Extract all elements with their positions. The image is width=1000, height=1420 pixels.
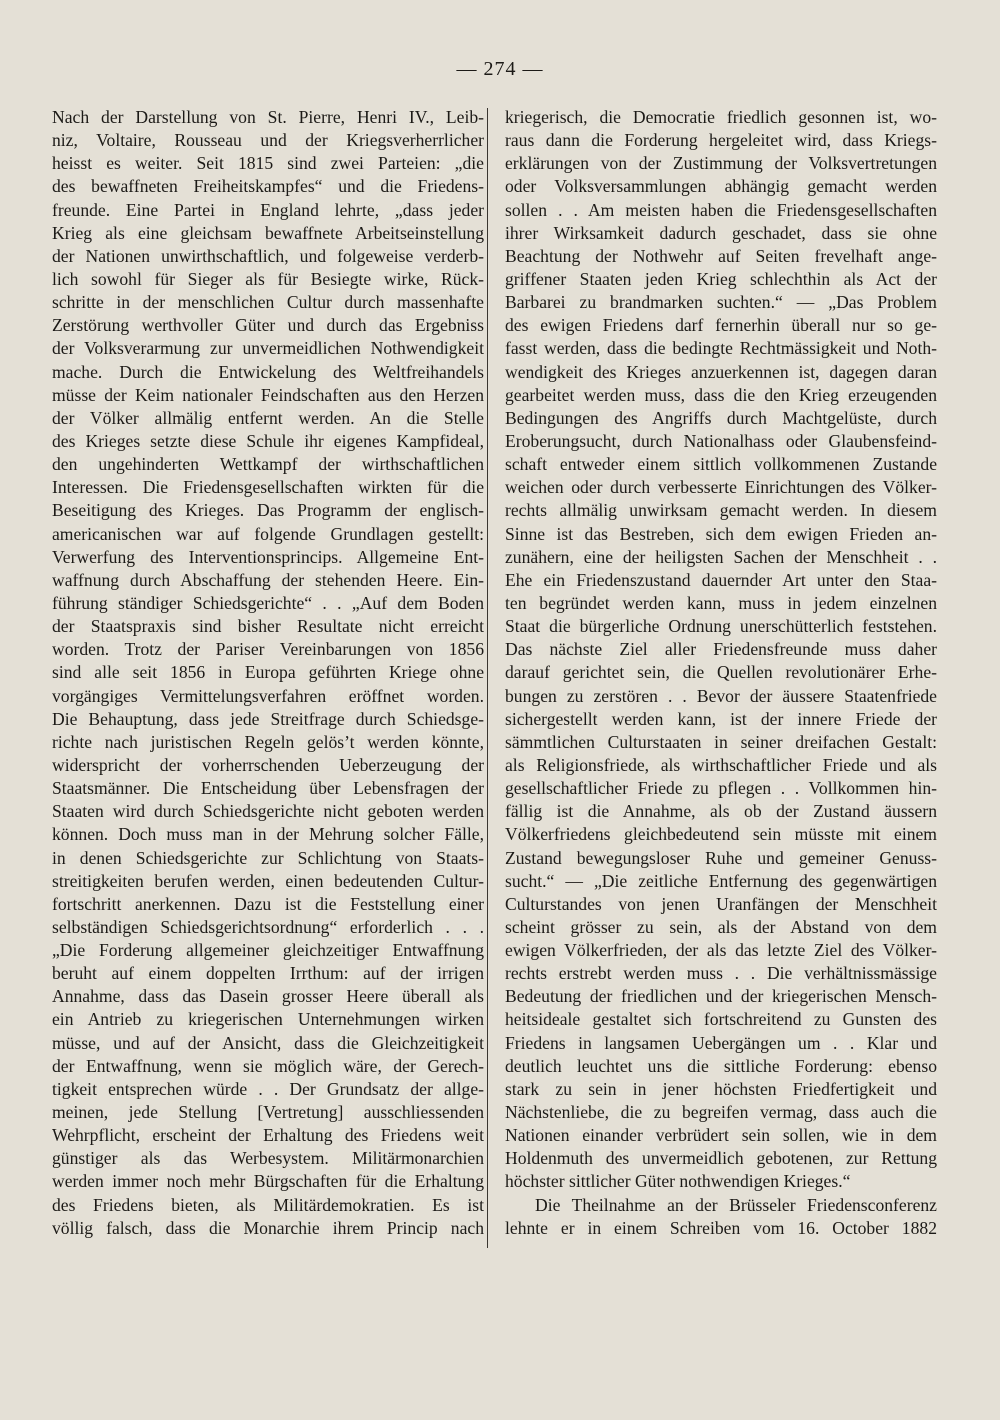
- text-line: „Die Forderung allgemeiner gleichzeitiger Entwaffnung: [52, 940, 484, 961]
- text-line: Eroberungsucht, durch Nationalhass oder Glaubensfeind-: [505, 430, 937, 451]
- text-line: Die Theilnahme an der Brüsseler Friedensconferenz: [535, 1194, 937, 1215]
- text-line: erklärungen von der Zustimmung der Volksvertretungen: [505, 153, 937, 174]
- text-line: Ehe ein Friedenszustand dauernder Art unter den Staa-: [505, 569, 937, 590]
- text-line: Bedeutung der friedlichen und der kriegerischen Mensch-: [505, 986, 937, 1007]
- text-line: heitsideale gestaltet sich fortschreitend zu Gunsten des: [505, 1009, 937, 1030]
- text-line: Staat die bürgerliche Ordnung unerschütterlich feststehen.: [505, 616, 937, 637]
- text-line: als Religionsfriede, als wirthschaftlicher Friede und als: [505, 754, 937, 775]
- text-line: ein Antrieb zu kriegerischen Unternehmungen wirken: [52, 1009, 484, 1030]
- text-line: günstiger als das Werbesystem. Militärmonarchien: [52, 1148, 484, 1169]
- text-line: waffnung durch Abschaffung der stehenden Heere. Ein-: [52, 569, 484, 590]
- text-line: richte nach juristischen Regeln gelös’t werden könnte,: [52, 731, 484, 752]
- text-line: des Friedens bieten, als Militärdemokratien. Es ist: [52, 1194, 484, 1215]
- text-line: sind alle seit 1856 in Europa geführten Kriege ohne: [52, 662, 484, 683]
- text-line: können. Doch muss man in der Mehrung solcher Fälle,: [52, 824, 484, 845]
- text-line: zunähern, eine der heiligsten Sachen der Menschheit . .: [505, 546, 937, 567]
- text-line: sucht.“ — „Die zeitliche Entfernung des gegenwärtigen: [505, 870, 937, 891]
- text-line: Culturstandes von jenen Uranfängen der Menschheit: [505, 893, 937, 914]
- text-line: Staatsmänner. Die Entscheidung über Lebensfragen der: [52, 778, 484, 799]
- text-line: niz, Voltaire, Rousseau und der Kriegsverherrlicher: [52, 130, 484, 151]
- text-line: scheint grösser zu sein, als der Abstand von dem: [505, 916, 937, 937]
- text-line: werden immer noch mehr Bürgschaften für die Erhaltung: [52, 1171, 484, 1192]
- text-line: müsse der Keim nationaler Feindschaften aus den Herzen: [52, 384, 484, 405]
- text-line: heisst es weiter. Seit 1815 sind zwei Parteien: „die: [52, 153, 484, 174]
- text-line: fällig ist die Annahme, als ob der Zustand äussern: [505, 801, 937, 822]
- text-line: Völkerfriedens gleichbedeutend sein müsste mit einem: [505, 824, 937, 845]
- text-line: rechts allmälig unwirksam gemacht werden. In diesem: [505, 500, 937, 521]
- text-line: der Volksverarmung zur unvermeidlichen Nothwendigkeit: [52, 338, 484, 359]
- text-line: schaft entweder einem sittlich vollkommenen Zustande: [505, 454, 937, 475]
- text-line: kriegerisch, die Democratie friedlich gesonnen ist, wo-: [505, 107, 937, 127]
- text-line: deutlich leuchtet uns die sittliche Forderung: ebenso: [505, 1055, 937, 1076]
- text-line: den ungehinderten Wettkampf der wirthschaftlichen: [52, 454, 484, 475]
- page-number: — 274 —: [456, 58, 544, 80]
- text-line: Nächstenliebe, die zu begreifen vermag, dass auch die: [505, 1102, 937, 1123]
- text-line: Barbarei zu brandmarken suchten.“ — „Das Problem: [505, 292, 937, 313]
- column-divider: [487, 108, 488, 1248]
- text-line: mache. Durch die Entwickelung des Weltfreihandels: [52, 361, 484, 382]
- text-line: des Krieges setzte diese Schule ihr eigenes Kampfideal,: [52, 430, 484, 451]
- text-line: Interessen. Die Friedensgesellschaften wirkten für die: [52, 477, 484, 498]
- text-line: oder Volksversammlungen abhängig gemacht werden: [505, 176, 937, 197]
- text-line: in denen Schiedsgerichte zur Schlichtung von Staats-: [52, 847, 484, 868]
- text-line: Nationen einander verbrüdert sein sollen, wie in dem: [505, 1125, 937, 1146]
- text-line: der Entwaffnung, wenn sie möglich wäre, der Gerech-: [52, 1055, 484, 1076]
- text-line: Beachtung der Nothwehr auf Seiten frevelhaft ange-: [505, 245, 937, 266]
- text-line: völlig falsch, dass die Monarchie ihrem Princip nach: [52, 1217, 484, 1238]
- text-line: Friedens in langsamen Uebergängen um . . Klar und: [505, 1032, 937, 1053]
- text-line: Staaten wird durch Schiedsgerichte nicht geboten werden: [52, 801, 484, 822]
- text-line: meinen, jede Stellung [Vertretung] ausschliessenden: [52, 1102, 484, 1123]
- text-line: fortschritt anerkennen. Dazu ist die Feststellung einer: [52, 893, 484, 914]
- text-line: Das nächste Ziel aller Friedensfreunde muss daher: [505, 639, 937, 660]
- text-line: der Völker allmälig entfernt werden. An die Stelle: [52, 407, 484, 428]
- text-line: müsse, und auf der Ansicht, dass die Gleichzeitigkeit: [52, 1032, 484, 1053]
- text-line: lehnte er in einem Schreiben vom 16. October 1882: [505, 1217, 937, 1238]
- text-line: darauf gerichtet sein, die Quellen revolutionärer Erhe-: [505, 662, 937, 683]
- text-line: gesellschaftlicher Friede zu pflegen . . Vollkommen hin-: [505, 778, 937, 799]
- text-line: führung ständiger Schiedsgerichte“ . . „Auf dem Boden: [52, 592, 484, 613]
- text-line: selbständigen Schiedsgerichtsordnung“ erforderlich . . .: [52, 916, 484, 937]
- text-line: tigkeit entsprechen würde . . Der Grundsatz der allge-: [52, 1078, 484, 1099]
- text-line: widerspricht der vorherrschenden Ueberzeugung der: [52, 754, 484, 775]
- text-line: freunde. Eine Partei in England lehrte, „dass jeder: [52, 199, 484, 220]
- text-line: sollen . . Am meisten haben die Friedensgesellschaften: [505, 199, 937, 220]
- text-line: sämmtlichen Culturstaaten in seiner dreifachen Gestalt:: [505, 731, 937, 752]
- text-line: gearbeitet werden muss, dass die den Krieg erzeugenden: [505, 384, 937, 405]
- text-line: Wehrpflicht, erscheint der Erhaltung des Friedens weit: [52, 1125, 484, 1146]
- text-line: Verwerfung des Interventionsprincips. Allgemeine Ent-: [52, 546, 484, 567]
- text-line: der Nationen unwirthschaftlich, und folgeweise verderb-: [52, 245, 484, 266]
- text-line: Nach der Darstellung von St. Pierre, Henri IV., Leib-: [52, 107, 484, 127]
- text-line: Holdenmuth des unvermeidlich gebotenen, zur Rettung: [505, 1148, 937, 1169]
- text-line: Annahme, dass das Dasein grosser Heere überall als: [52, 986, 484, 1007]
- text-line: vorgängiges Vermittelungsverfahren eröffnet worden.: [52, 685, 484, 706]
- text-line: americanischen war auf folgende Grundlagen gestellt:: [52, 523, 484, 544]
- text-line: sichergestellt werden kann, ist der innere Friede der: [505, 708, 937, 729]
- text-line: der Staatspraxis sind bisher Resultate nicht erreicht: [52, 616, 484, 637]
- left-column: [52, 106, 484, 1240]
- text-line: Krieg als eine gleichsam bewaffnete Arbeitseinstellung: [52, 222, 484, 243]
- text-line: Beseitigung des Krieges. Das Programm der englisch-: [52, 500, 484, 521]
- text-line: beruht auf einem doppelten Irrthum: auf der irrigen: [52, 963, 484, 984]
- text-line: des ewigen Friedens darf fernerhin überall nur so ge-: [505, 315, 937, 336]
- text-line: schritte in der menschlichen Cultur durch massenhafte: [52, 292, 484, 313]
- text-line: lich sowohl für Sieger als für Besiegte wirke, Rück-: [52, 268, 484, 289]
- text-line: ten begründet werden kann, muss in jedem einzelnen: [505, 592, 937, 613]
- text-line: ihrer Wirksamkeit dadurch geschadet, dass sie ohne: [505, 222, 937, 243]
- text-line: griffener Staaten jeden Krieg schlechthin als Act der: [505, 268, 937, 289]
- text-line: höchster sittlicher Güter nothwendigen Krieges.“: [505, 1171, 851, 1192]
- text-line: Bedingungen des Angriffs durch Machtgelüste, durch: [505, 407, 937, 428]
- text-line: worden. Trotz der Pariser Vereinbarungen von 1856: [52, 639, 484, 660]
- text-line: rechts erstrebt werden muss . . Die verhältnissmässige: [505, 963, 937, 984]
- text-line: weichen oder durch verbesserte Einrichtungen des Völker-: [505, 477, 937, 498]
- text-line: stark zu sein in jener höchsten Friedfertigkeit und: [505, 1078, 937, 1099]
- text-line: Zustand bewegungsloser Ruhe und gemeiner Genuss-: [505, 847, 937, 868]
- text-line: ewigen Völkerfrieden, der als das letzte Ziel des Völker-: [505, 940, 937, 961]
- text-line: Zerstörung werthvoller Güter und durch das Ergebniss: [52, 315, 484, 336]
- text-line: Sinne ist das Bestreben, sich dem ewigen Frieden an-: [505, 523, 937, 544]
- text-line: bungen zu zerstören . . Bevor der äussere Staatenfriede: [505, 685, 937, 706]
- text-line: Die Behauptung, dass jede Streitfrage durch Schiedsge-: [52, 708, 484, 729]
- right-column: [505, 106, 937, 1240]
- text-line: des bewaffneten Freiheitskampfes“ und die Friedens-: [52, 176, 484, 197]
- text-line: streitigkeiten berufen werden, einen bedeutenden Cultur-: [52, 870, 484, 891]
- text-line: fasst werden, dass die bedingte Rechtmässigkeit und Noth-: [505, 338, 937, 359]
- text-line: raus dann die Forderung hergeleitet wird, dass Kriegs-: [505, 130, 937, 151]
- text-line: wendigkeit des Krieges anzuerkennen ist, dagegen daran: [505, 361, 937, 382]
